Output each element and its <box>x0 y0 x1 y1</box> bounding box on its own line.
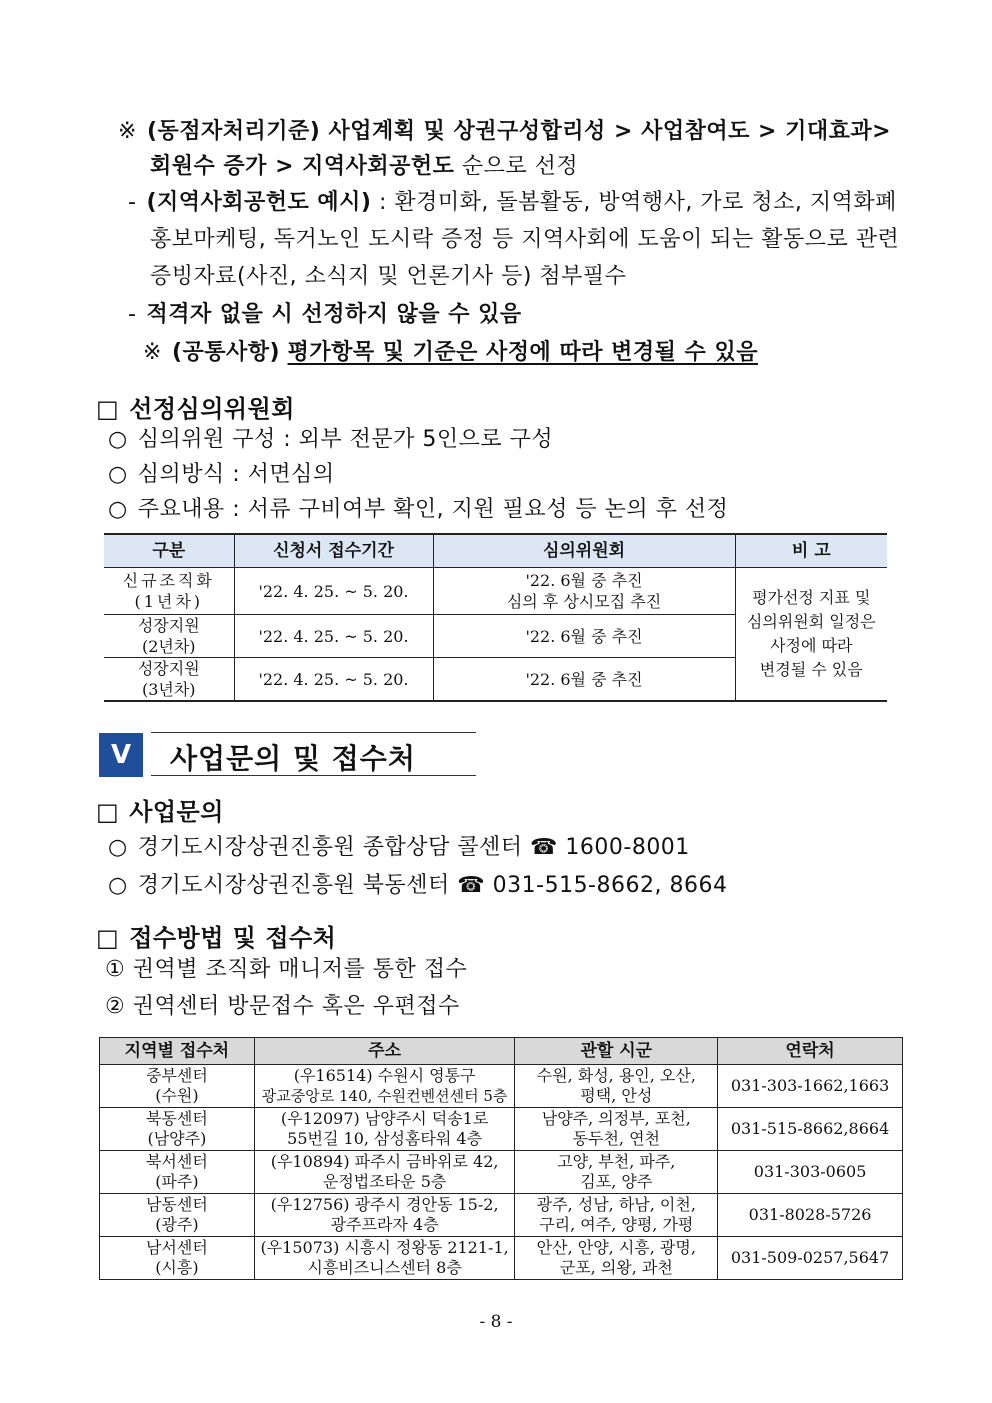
cell-address: (우15073) 시흥시 정왕동 2121-1, 시흥비즈니스센터 8층 <box>254 1237 515 1280</box>
reception-center-table <box>99 1037 903 1280</box>
reference-mark: ※ <box>143 340 162 365</box>
committee-item-method <box>108 460 335 490</box>
cell-period: '22. 4. 25. ~ 5. 20. <box>234 615 433 658</box>
tiebreak-criteria-line1 <box>118 117 891 147</box>
tiebreak-criteria-rest: 순으로 선정 <box>454 154 579 179</box>
cell-committee: '22. 6월 중 추진 <box>433 615 735 658</box>
phone-icon: ☎ <box>529 835 558 860</box>
table-row <box>100 1194 903 1237</box>
contribution-example-label: (지역사회공헌도 예시) <box>146 190 372 215</box>
inquiry-item-callcenter <box>108 833 690 863</box>
circle-bullet-icon: ○ <box>108 462 128 487</box>
section-title-top-rule <box>151 732 476 733</box>
cell-center: 남동센터 (광주) <box>100 1194 255 1237</box>
table-header-row <box>100 1038 903 1065</box>
tiebreak-criteria-bold: 회원수 증가 > 지역사회공헌도 <box>150 154 455 179</box>
table-header-row <box>104 534 887 568</box>
reception-heading <box>96 918 336 953</box>
common-note-label: (공통사항) <box>171 340 281 365</box>
checkbox-square-icon: □ <box>96 798 120 826</box>
page-number: - 8 - <box>479 1312 513 1332</box>
circle-bullet-icon: ○ <box>108 835 128 860</box>
inquiry-item-northeast <box>108 871 727 901</box>
cell-phone: 031-515-8662,8664 <box>718 1108 903 1151</box>
common-note-text: 평가항목 및 기준은 사정에 따라 변경될 수 있음 <box>287 340 758 365</box>
dash-bullet: - <box>128 190 137 215</box>
section-title: 사업문의 및 접수처 <box>170 742 416 775</box>
tiebreak-criteria-line2 <box>150 152 578 182</box>
checkbox-square-icon: □ <box>96 395 120 423</box>
header-note: 비 고 <box>735 534 887 568</box>
inquiry-heading <box>96 792 224 827</box>
contribution-example-line3: 증빙자료(사진, 소식지 및 언론기사 등) 첨부필수 <box>150 264 627 289</box>
cell-area: 고양, 부천, 파주, 김포, 양주 <box>515 1151 718 1194</box>
committee-item-composition <box>108 425 553 455</box>
cell-committee: '22. 6월 중 추진 심의 후 상시모집 추진 <box>433 568 735 615</box>
committee-item-content <box>108 495 728 525</box>
cell-type: 성장지원 (3년차) <box>104 658 234 702</box>
reception-method-1: ① 권역별 조직화 매니저를 통한 접수 <box>105 957 468 982</box>
cell-phone: 031-509-0257,5647 <box>718 1237 903 1280</box>
cell-address: (우10894) 파주시 금바위로 42, 운정법조타운 5층 <box>254 1151 515 1194</box>
cell-type: 성장지원 (2년차) <box>104 615 234 658</box>
committee-title: 선정심의위원회 <box>129 395 295 423</box>
cell-address: (우12097) 남양주시 덕송1로 55번길 10, 삼성홈타워 4층 <box>254 1108 515 1151</box>
table-row <box>100 1237 903 1280</box>
circle-bullet-icon: ○ <box>108 497 128 522</box>
cell-center: 중부센터 (수원) <box>100 1065 255 1108</box>
header-committee: 심의위원회 <box>433 534 735 568</box>
table-row <box>100 1108 903 1151</box>
cell-phone: 031-8028-5726 <box>718 1194 903 1237</box>
cell-center: 북서센터 (파주) <box>100 1151 255 1194</box>
cell-area: 남양주, 의정부, 포천, 동두천, 연천 <box>515 1108 718 1151</box>
cell-center: 북동센터 (남양주) <box>100 1108 255 1151</box>
cell-address: (우16514) 수원시 영통구 광교중앙로 140, 수원컨벤션센터 5층 <box>254 1065 515 1108</box>
committee-item-text: 심의위원 구성 : 외부 전문가 5인으로 구성 <box>137 427 554 452</box>
contribution-example-text: : 환경미화, 돌봄활동, 방역행사, 가로 청소, 지역화폐 <box>371 190 897 215</box>
header-phone: 연락처 <box>718 1038 903 1065</box>
tiebreak-criteria-text: (동점자처리기준) 사업계획 및 상권구성합리성 > 사업참여도 > 기대효과> <box>146 119 892 144</box>
cell-phone: 031-303-0605 <box>718 1151 903 1194</box>
header-area: 관할 시군 <box>515 1038 718 1065</box>
cell-type: 신규조직화 (1년차) <box>104 568 234 615</box>
phone-icon: ☎ <box>457 873 486 898</box>
no-candidate-line <box>128 300 522 330</box>
checkbox-square-icon: □ <box>96 924 120 952</box>
cell-area: 광주, 성남, 하남, 이천, 구리, 여주, 양평, 가평 <box>515 1194 718 1237</box>
circle-bullet-icon: ○ <box>108 873 128 898</box>
cell-note: 평가선정 지표 및 심의위원회 일정은 사정에 따라 변경될 수 있음 <box>735 568 887 702</box>
committee-heading <box>96 389 295 424</box>
header-type: 구분 <box>104 534 234 568</box>
common-note-line <box>143 338 758 368</box>
cell-area: 수원, 화성, 용인, 오산, 평택, 안성 <box>515 1065 718 1108</box>
cell-center: 남서센터 (시흥) <box>100 1237 255 1280</box>
contribution-example-line1 <box>128 188 897 218</box>
inquiry-title: 사업문의 <box>129 798 224 826</box>
reception-title: 접수방법 및 접수처 <box>129 924 337 952</box>
cell-period: '22. 4. 25. ~ 5. 20. <box>234 568 433 615</box>
section-number-badge: V <box>99 733 143 777</box>
cell-committee: '22. 6월 중 추진 <box>433 658 735 702</box>
table-row <box>104 568 887 615</box>
circle-bullet-icon: ○ <box>108 427 128 452</box>
cell-area: 안산, 안양, 시흥, 광명, 군포, 의왕, 과천 <box>515 1237 718 1280</box>
cell-period: '22. 4. 25. ~ 5. 20. <box>234 658 433 702</box>
contribution-example-line2: 홍보마케팅, 독거노인 도시락 증정 등 지역사회에 도움이 되는 활동으로 관련 <box>150 227 900 252</box>
header-address: 주소 <box>254 1038 515 1065</box>
table-row <box>100 1151 903 1194</box>
header-center: 지역별 접수처 <box>100 1038 255 1065</box>
header-period: 신청서 접수기간 <box>234 534 433 568</box>
cell-phone: 031-303-1662,1663 <box>718 1065 903 1108</box>
committee-schedule-table <box>104 533 887 702</box>
inquiry-phone: 1600-8001 <box>565 835 690 860</box>
dash-bullet: - <box>128 302 137 327</box>
committee-item-text: 주요내용 : 서류 구비여부 확인, 지원 필요성 등 논의 후 선정 <box>137 497 729 522</box>
inquiry-item-text: 경기도시장상권진흥원 북동센터 <box>137 873 450 898</box>
cell-address: (우12756) 광주시 경안동 15-2, 광주프라자 4층 <box>254 1194 515 1237</box>
table-row <box>100 1065 903 1108</box>
reception-method-2: ② 권역센터 방문접수 혹은 우편접수 <box>105 994 460 1019</box>
no-candidate-text: 적격자 없을 시 선정하지 않을 수 있음 <box>146 302 522 327</box>
reference-mark: ※ <box>118 119 137 144</box>
committee-item-text: 심의방식 : 서면심의 <box>137 462 335 487</box>
inquiry-item-text: 경기도시장상권진흥원 종합상담 콜센터 <box>137 835 523 860</box>
inquiry-phone: 031-515-8662, 8664 <box>492 873 728 898</box>
